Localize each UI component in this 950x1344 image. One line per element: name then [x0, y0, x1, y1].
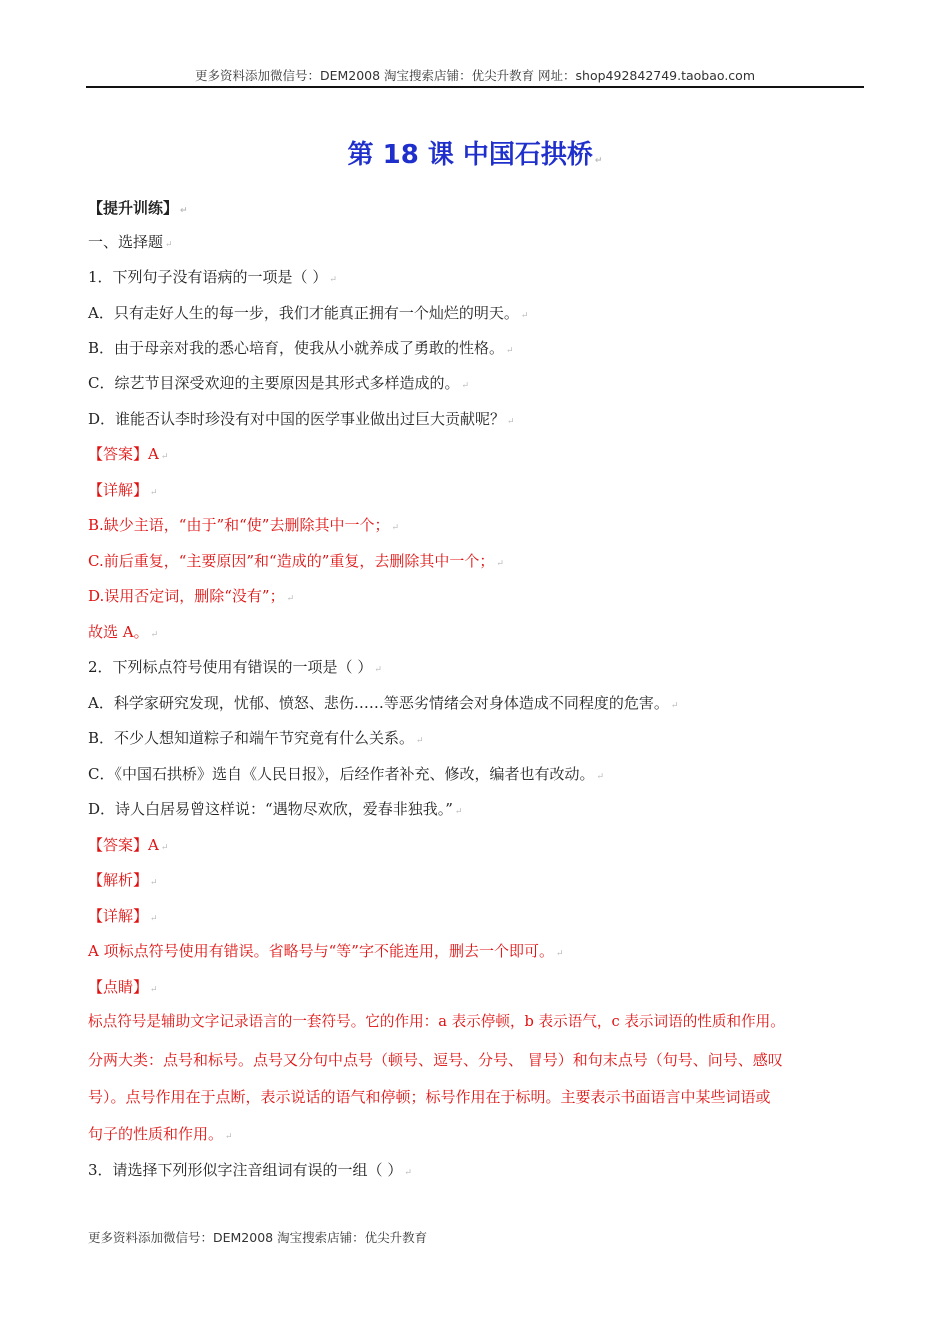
q1-explanation-d: D.误用否定词，删除“没有”； ↵ [88, 587, 295, 605]
q1-option-b: B．由于母亲对我的悉心培育，使我从小就养成了勇敢的性格。 ↵ [88, 339, 514, 357]
q2-detail-label: 【详解】 ↵ [88, 907, 158, 925]
q2-answer: 【答案】A ↵ [88, 836, 169, 854]
q1-option-a: A．只有走好人生的每一步，我们才能真正拥有一个灿烂的明天。 ↵ [88, 304, 529, 322]
q2-tip-line-4: 句子的性质和作用。 ↵ [88, 1125, 233, 1143]
q1-option-c: C．综艺节目深受欢迎的主要原因是其形式多样造成的。 ↵ [88, 374, 470, 392]
q2-analysis-label: 【解析】 ↵ [88, 871, 158, 889]
q2-option-b: B．不少人想知道粽子和端午节究竟有什么关系。 ↵ [88, 729, 424, 747]
q1-detail-label: 【详解】 ↵ [88, 481, 158, 499]
q1-option-d: D．谁能否认李时珍没有对中国的医学事业做出过巨大贡献呢？ ↵ [88, 410, 515, 428]
q2-tip-label: 【点睛】 ↵ [88, 978, 158, 996]
header-rule [86, 86, 864, 88]
q2-option-a: A．科学家研究发现，忧郁、愤怒、悲伤……等恶劣情绪会对身体造成不同程度的危害。 ↵ [88, 694, 679, 712]
q2-tip-line-3: 号）。点号作用在于点断，表示说话的语气和停顿；标号作用在于标明。主要表示书面语言中某些词语或 [88, 1088, 771, 1106]
q2-detail: A 项标点符号使用有错误。省略号与“等”字不能连用，删去一个即可。 ↵ [88, 942, 564, 960]
q2-tip-line-1: 标点符号是辅助文字记录语言的一套符号。它的作用：a 表示停顿，b 表示语气，c 表示词语的性质和作用。 [88, 1013, 785, 1030]
q1-stem: 1．下列句子没有语病的一项是（ ） ↵ [88, 268, 337, 286]
section-label: 【提升训练】 ↵ [88, 199, 188, 217]
q1-explanation-b: B.缺少主语，“由于”和“使”去删除其中一个； ↵ [88, 516, 400, 534]
q1-answer: 【答案】A ↵ [88, 445, 169, 463]
q2-stem: 2．下列标点符号使用有错误的一项是（ ） ↵ [88, 658, 382, 676]
page-footer: 更多资料添加微信号：DEM2008 淘宝搜索店铺：优尖升教育 [88, 1230, 428, 1245]
q1-conclusion: 故选 A。 ↵ [88, 623, 159, 641]
q2-tip-line-2: 分两大类：点号和标号。点号又分句中点号（顿号、逗号、分号、 冒号）和句末点号（句号、问号、感叹 [88, 1051, 783, 1069]
lesson-title: 第 18 课 中国石拱桥 ↵ [347, 140, 603, 170]
part-heading: 一、选择题 ↵ [88, 233, 173, 251]
q1-explanation-c: C.前后重复，“主要原因”和“造成的”重复，去删除其中一个； ↵ [88, 552, 504, 570]
q2-option-d: D．诗人白居易曾这样说：“遇物尽欢欣，爱春非独我。” ↵ [88, 800, 463, 818]
q3-stem: 3．请选择下列形似字注音组词有误的一组（ ） ↵ [88, 1161, 412, 1179]
page-header: 更多资料添加微信号：DEM2008 淘宝搜索店铺：优尖升教育 网址：shop492842749.taobao.com [194, 68, 756, 83]
q2-option-c: C．《中国石拱桥》选自《人民日报》，后经作者补充、修改，编者也有改动。 ↵ [88, 765, 605, 783]
